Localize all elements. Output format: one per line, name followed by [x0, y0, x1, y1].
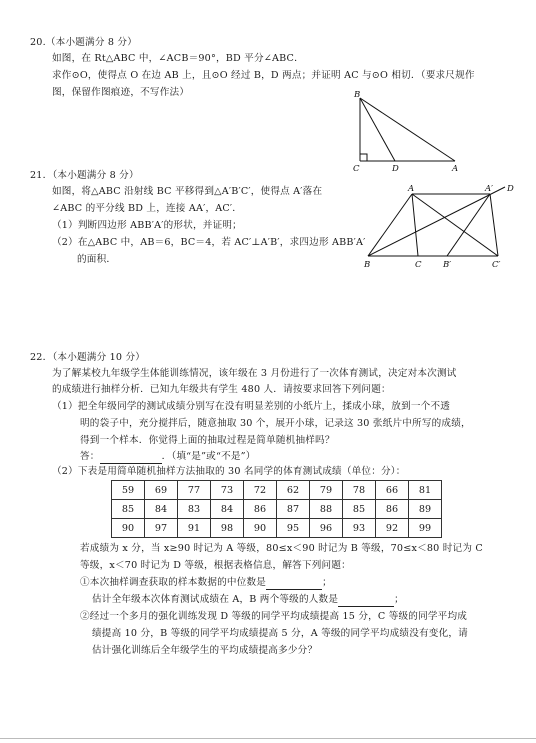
- q20-label-b: B: [354, 90, 361, 100]
- q22-header: 22．（本小题满分 10 分）: [30, 352, 146, 363]
- q20-segment-bd: [360, 98, 395, 161]
- q20-figure: [345, 88, 470, 174]
- q21-segment-a2b2: [447, 194, 490, 256]
- q22-sub1-prompt-median: ①本次抽样调查获取的样本数据的中位数是: [80, 577, 267, 588]
- q21-figure: [360, 180, 520, 270]
- q20-label-a: A: [452, 164, 459, 174]
- q20-label-c: C: [353, 164, 360, 174]
- table-row: [112, 500, 442, 519]
- q22-answer-label: 答：: [80, 451, 100, 462]
- table-cell: 85: [343, 500, 376, 519]
- q21-label-a: A: [408, 184, 415, 194]
- table-cell: 66: [376, 481, 409, 500]
- q21-label-c-prime: C′: [492, 260, 501, 270]
- table-cell: 59: [112, 481, 145, 500]
- table-cell: 99: [409, 519, 442, 538]
- table-cell: 89: [409, 500, 442, 519]
- table-cell: 81: [409, 481, 442, 500]
- q22-grade-line-2: 等级，x＜70 时记为 D 等级，根据表格信息，解答下列问题：: [80, 560, 351, 571]
- table-cell: 96: [310, 519, 343, 538]
- table-cell: 98: [211, 519, 244, 538]
- table-row: [112, 481, 442, 500]
- q22-part2-line-1: （2）下表是用简单随机抽样方法抽取的 30 名同学的体育测试成绩（单位：分）：: [52, 466, 406, 477]
- q22-line-1: 为了解某校九年级学生体能训练情况，该年级在 3 月份进行了一次体育测试，决定对本次测试: [52, 368, 457, 379]
- table-cell: 93: [343, 519, 376, 538]
- q21-line-5: 的面积．: [77, 254, 117, 265]
- table-cell: 86: [376, 500, 409, 519]
- table-cell: 87: [277, 500, 310, 519]
- q20-right-angle-mark: [360, 154, 367, 161]
- q22-count-blank[interactable]: [338, 594, 394, 607]
- table-cell: 77: [178, 481, 211, 500]
- table-cell: 90: [244, 519, 277, 538]
- q21-line-1: 如图，将△ABC 沿射线 BC 平移得到△A′B′C′，使得点 A′落在: [52, 186, 323, 197]
- q21-header: 21．（本小题满分 8 分）: [30, 170, 139, 181]
- table-cell: 92: [376, 519, 409, 538]
- q22-answer-line: [80, 451, 256, 464]
- q22-sub2-line-1: ②经过一个多月的强化训练发现 D 等级的同学平均成绩提高 15 分，C 等级的同学平均成: [80, 611, 468, 622]
- table-cell: 83: [178, 500, 211, 519]
- q22-sub1-punct-1: ；: [322, 577, 332, 588]
- q20-line-1: 如图，在 Rt△ABC 中，∠ACB＝90°，BD 平分∠ABC．: [52, 53, 304, 64]
- table-cell: 79: [310, 481, 343, 500]
- table-cell: 69: [145, 481, 178, 500]
- table-cell: 88: [310, 500, 343, 519]
- table-cell: 91: [178, 519, 211, 538]
- q20-line-2: 求作⊙O，使得点 O 在边 AB 上，且⊙O 经过 B，D 两点；并证明 AC 与⊙O 相切．（要求尺规作: [52, 70, 475, 81]
- q21-label-b-prime: B′: [443, 260, 452, 270]
- q22-part1-line-1: （1）把全年级同学的测试成绩分别写在没有明显差别的小纸片上，揉成小球，放到一个不透: [52, 401, 451, 412]
- q21-line-4: （2）在△ABC 中，AB＝6，BC＝4，若 AC′⊥A′B′，求四边形 ABB′A′: [52, 237, 366, 248]
- q21-label-d: D: [507, 184, 514, 194]
- q22-sub1-punct-2: ；: [394, 594, 404, 605]
- q22-answer-hint: ．（填“是”或“不是”）: [161, 451, 256, 462]
- q20-label-d: D: [392, 164, 399, 174]
- q22-part1-line-3: 得到一个样本．你觉得上面的抽取过程是简单随机抽样吗？: [80, 435, 335, 446]
- table-cell: 85: [112, 500, 145, 519]
- table-row: [112, 519, 442, 538]
- q22-sub1-prompt-count: 估计全年级本次体育测试成绩在 A，B 两个等级的人数是: [92, 594, 339, 605]
- table-cell: 73: [211, 481, 244, 500]
- q22-sub2-line-2: 绩提高 10 分，B 等级的同学平均成绩提高 5 分，A 等级的同学平均成绩没有变化，请: [92, 628, 468, 639]
- q21-segment-ab: [368, 194, 412, 256]
- table-cell: 84: [145, 500, 178, 519]
- q20-header: 20.（本小题满分 8 分）: [30, 37, 138, 48]
- q21-segment-ac: [412, 194, 418, 256]
- q21-line-2: ∠ABC 的平分线 BD 上，连接 AA′，AC′．: [52, 203, 243, 214]
- table-cell: 97: [145, 519, 178, 538]
- table-cell: 62: [277, 481, 310, 500]
- q21-line-3: （1）判断四边形 ABB′A′的形状，并证明；: [52, 220, 242, 231]
- q22-grade-line-1: 若成绩为 x 分，当 x≥90 时记为 A 等级，80≤x＜90 时记为 B 等级，70≤x＜80 时记为 C: [80, 543, 483, 554]
- q22-sub1-line-2: [92, 594, 404, 607]
- q22-median-blank[interactable]: [266, 577, 322, 590]
- q22-score-table: [111, 480, 442, 538]
- q22-line-2: 的成绩进行抽样分析．已知九年级共有学生 480 人．请按要求回答下列问题：: [52, 384, 391, 395]
- q22-part1-line-2: 明的袋子中，充分搅拌后，随意抽取 30 个，展开小球，记录这 30 张纸片中所写的成绩，: [80, 418, 471, 429]
- q21-label-a-prime: A′: [485, 184, 494, 194]
- table-cell: 86: [244, 500, 277, 519]
- table-cell: 90: [112, 519, 145, 538]
- q22-sub1-line-1: [80, 577, 332, 590]
- page-bottom-rule: [0, 738, 536, 739]
- table-cell: 72: [244, 481, 277, 500]
- q22-sub2-line-3: 估计强化训练后全年级学生的平均成绩提高多少分？: [92, 645, 318, 656]
- q22-answer-blank[interactable]: [100, 451, 162, 464]
- q20-segment-ba: [360, 98, 455, 161]
- table-cell: 78: [343, 481, 376, 500]
- q21-segment-ac2: [412, 194, 498, 256]
- q21-label-c: C: [415, 260, 422, 270]
- q20-line-3: 图，保留作图痕迹，不写作法）: [52, 87, 190, 98]
- q21-label-b: B: [364, 260, 371, 270]
- q21-segment-a2c2: [490, 194, 498, 256]
- table-cell: 95: [277, 519, 310, 538]
- table-cell: 84: [211, 500, 244, 519]
